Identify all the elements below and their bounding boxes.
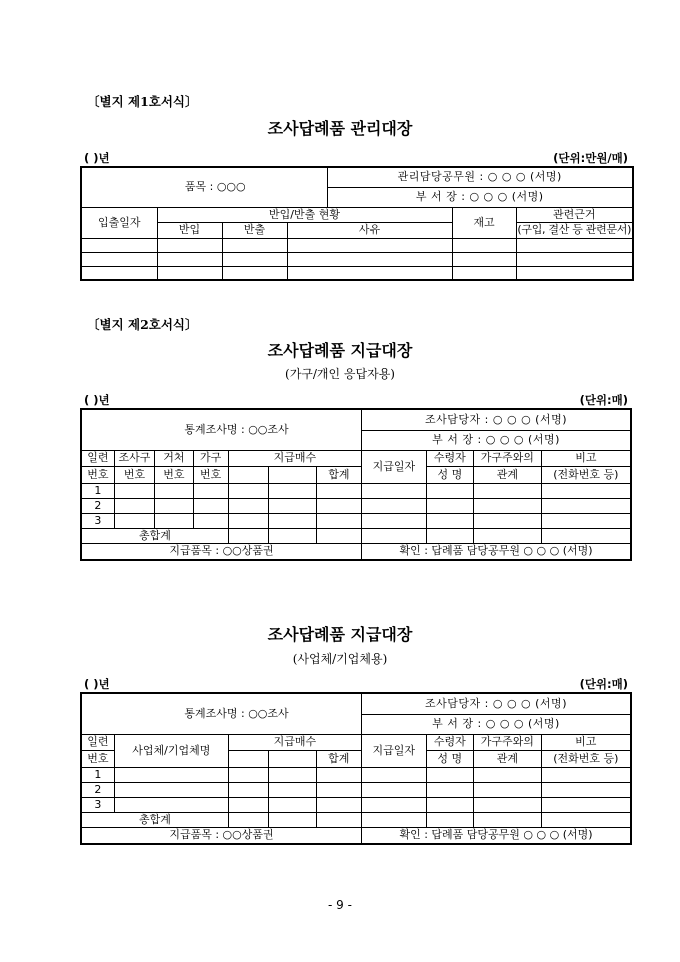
form2-col-serial: 일련 xyxy=(81,450,114,466)
form3-col-total: 합계 xyxy=(316,750,361,767)
form1-label: 〔별지 제1호서식〕 xyxy=(87,94,198,109)
form2-col-relation-2: 관계 xyxy=(474,466,542,483)
total-row xyxy=(81,528,631,543)
form2-chief-sign: 부 서 장 : ○ ○ ○ (서명) xyxy=(362,430,631,450)
form3-col-business: 사업체/기업체명 xyxy=(114,734,228,767)
form2-unit: (단위:매) xyxy=(579,393,628,407)
form3-goods: 지급품목 : ○○상품권 xyxy=(81,827,362,844)
form1-title: 조사답례품 관리대장 xyxy=(267,119,413,138)
form2-col-residence-2: 번호 xyxy=(155,466,193,483)
form2-col-household-2: 번호 xyxy=(193,466,228,483)
form2-col-zone-2: 번호 xyxy=(114,466,154,483)
form1-chief-sign: 부 서 장 : ○ ○ ○ (서명) xyxy=(327,187,633,207)
form2-goods: 지급품목 : ○○상품권 xyxy=(81,543,362,560)
form2-grand-total: 총합계 xyxy=(81,528,228,543)
form1-ledger-table xyxy=(80,166,634,281)
form2-col-count: 지급매수 xyxy=(228,450,361,466)
table-row xyxy=(81,252,633,266)
form2-col-date: 지급일자 xyxy=(362,450,427,483)
form3-col-note: 비고 xyxy=(541,734,631,750)
form3-year: ( )년 xyxy=(84,677,110,691)
table-row xyxy=(81,513,631,528)
form1-col-date: 입출일자 xyxy=(81,207,157,238)
form2-payment-table xyxy=(80,408,632,561)
form2-col-note-2: (전화번호 등) xyxy=(541,466,631,483)
form2-col-household: 가구 xyxy=(193,450,228,466)
table-row xyxy=(81,797,631,812)
form1-year: ( )년 xyxy=(84,151,110,165)
form1-col-basis-sub: (구입, 결산 등 관련문서) xyxy=(517,223,632,236)
form3-col-recipient-2: 성 명 xyxy=(426,750,473,767)
table-row xyxy=(81,238,633,252)
form1-manager-sign: 관리담당공무원 : ○ ○ ○ (서명) xyxy=(327,167,633,187)
table-row xyxy=(81,266,633,280)
form3-grand-total: 총합계 xyxy=(81,812,228,827)
form3-survey-name: 통계조사명 : ○○조사 xyxy=(81,693,362,734)
row-number: 3 xyxy=(81,797,114,812)
form2-survey-name: 통계조사명 : ○○조사 xyxy=(81,409,362,450)
form3-staff-sign: 조사담당자 : ○ ○ ○ (서명) xyxy=(362,693,631,714)
form3-col-relation-2: 관계 xyxy=(474,750,542,767)
form1-col-stock: 재고 xyxy=(452,207,516,238)
form1-col-basis: 관련근거 xyxy=(516,207,633,222)
form2-col-zone: 조사구 xyxy=(114,450,154,466)
form3-col-note-2: (전화번호 등) xyxy=(541,750,631,767)
form3-title: 조사답례품 지급대장 xyxy=(267,625,413,644)
form2-col-relation: 가구주와의 xyxy=(474,450,542,466)
row-number: 1 xyxy=(81,483,114,498)
table-row xyxy=(81,767,631,782)
form2-col-residence: 거처 xyxy=(155,450,193,466)
page-number: - 9 - xyxy=(328,898,352,912)
form2-label: 〔별지 제2호서식〕 xyxy=(87,317,198,332)
form1-col-in: 반입 xyxy=(157,222,222,238)
form2-title: 조사답례품 지급대장 xyxy=(267,341,413,360)
form1-item-cell: 품목 : ○○○ xyxy=(81,167,327,207)
form3-col-relation: 가구주와의 xyxy=(474,734,542,750)
form3-col-serial-2: 번호 xyxy=(81,750,114,767)
form1-col-reason: 사유 xyxy=(287,222,452,238)
form3-col-recipient: 수령자 xyxy=(426,734,473,750)
form3-col-serial: 일련 xyxy=(81,734,114,750)
form1-col-out: 반출 xyxy=(222,222,287,238)
form2-col-recipient: 수령자 xyxy=(426,450,473,466)
table-row xyxy=(81,483,631,498)
form1-unit: (단위:만원/매) xyxy=(553,151,628,165)
form2-confirm: 확인 : 답례품 담당공무원 ○ ○ ○ (서명) xyxy=(362,543,631,560)
form3-confirm: 확인 : 답례품 담당공무원 ○ ○ ○ (서명) xyxy=(362,827,631,844)
row-number: 2 xyxy=(81,498,114,513)
row-number: 1 xyxy=(81,767,114,782)
form1-col-status: 반입/반출 현황 xyxy=(157,207,452,222)
form3-chief-sign: 부 서 장 : ○ ○ ○ (서명) xyxy=(362,714,631,734)
form2-subtitle: (가구/개인 응답자용) xyxy=(285,367,395,381)
table-row xyxy=(81,498,631,513)
total-row xyxy=(81,812,631,827)
form3-col-count: 지급매수 xyxy=(228,734,361,750)
form2-col-recipient-2: 성 명 xyxy=(426,466,473,483)
form3-subtitle: (사업체/기업체용) xyxy=(292,652,388,666)
form3-col-date: 지급일자 xyxy=(362,734,427,767)
table-row xyxy=(81,782,631,797)
form3-payment-table xyxy=(80,692,632,845)
form2-col-total: 합계 xyxy=(316,466,361,483)
form3-unit: (단위:매) xyxy=(579,677,628,691)
form2-col-serial-2: 번호 xyxy=(81,466,114,483)
form2-staff-sign: 조사담당자 : ○ ○ ○ (서명) xyxy=(362,409,631,430)
row-number: 2 xyxy=(81,782,114,797)
form2-year: ( )년 xyxy=(84,393,110,407)
row-number: 3 xyxy=(81,513,114,528)
form2-col-note: 비고 xyxy=(541,450,631,466)
